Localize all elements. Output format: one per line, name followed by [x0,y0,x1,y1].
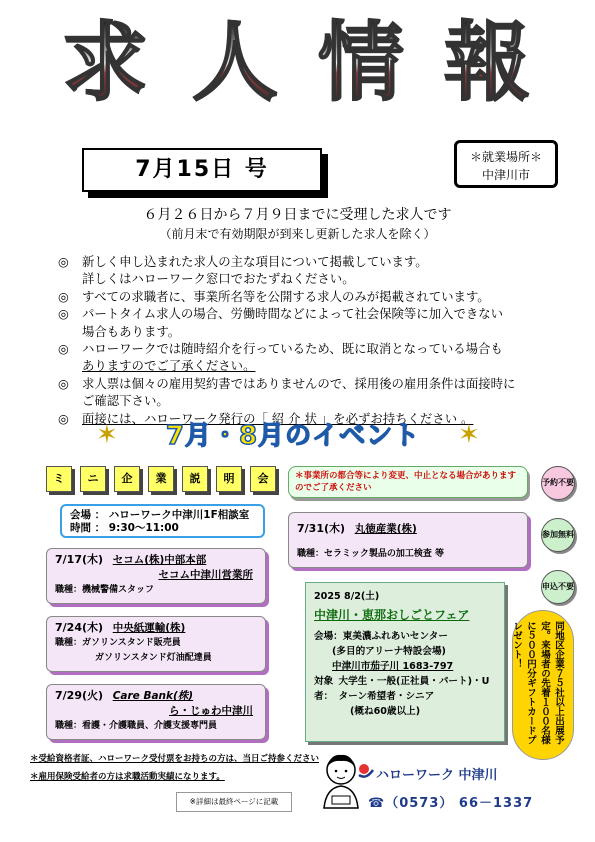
event-card [288,512,528,568]
venue-line: 会場 ： ハローワーク中津川1F相談室 [70,509,250,521]
event-date: 7/24(木) [55,621,104,634]
title-char-1: 求 [62,13,148,113]
event-date: 7/17(木) [55,553,104,566]
company-name: セコム(株)中部本部 [112,554,207,566]
company-name-2: ら・じゅわ中津川 [169,705,253,717]
venue-box [60,504,265,538]
job-type: 職種：ガソリンスタンド販売員 [55,638,181,648]
note-mark: ◎ [58,375,69,391]
note-text: ありますのでご了承ください。 [82,358,256,374]
title-char-4: 報 [444,13,530,113]
free-badge: 参加無料 [541,518,575,552]
palm-tree-icon: ✶ [96,420,118,450]
note-item [58,253,538,270]
note-text: すべての求職者に、事業所名等を公開する求人のみが掲載されています。 [82,288,490,304]
gift-card-callout: 同地区企業７５社以上出展予定。来場者の先着１００名様に５００円分ギフトカードプレゼント！ [512,610,574,760]
location-box [454,140,558,188]
fair-target-note: (概ね60歳以上) [350,706,421,717]
phone-number: ☎（0573） 66－1337 [368,796,534,811]
note-item [58,270,538,287]
note-text: 面接には、ハローワーク発行の「 紹 介 状 」を必ずお持ちください 。 [82,410,474,426]
fair-date: 2025 8/2(土) [314,591,380,602]
hellowork-logo-icon [357,762,375,780]
location-value: 中津川市 [481,168,530,182]
reservation-badge: 予約不要 [541,466,575,500]
note-text: 求人票は個々の雇用契約書ではありませんので、採用後の雇用条件は面接時に [82,375,516,391]
event-card [46,684,266,740]
notes-list [58,253,538,427]
note-item [58,392,538,409]
fair-name: 中津川・恵那おしごとフェア [314,608,470,622]
job-fair-box [305,582,505,742]
title-char-3: 情 [318,13,404,113]
note-item [58,288,538,305]
detail-note: ※詳細は最終ページに記載 [176,792,292,812]
job-type: 職種：機械警備スタッフ [55,585,155,595]
fair-address: 中津川市茄子川 1683-797 [332,661,454,672]
note-item [58,375,538,392]
job-type: 職種：看護・介護職員、介護支援専門員 [55,721,218,731]
hellowork-name: ハローワーク 中津川 [376,768,498,783]
note-mark: ◎ [58,306,69,322]
company-name: Care Bank(株) [112,690,194,702]
seminar-char: 業 [148,466,174,492]
company-name: 丸徳産業(株) [354,523,417,535]
note-text: 詳しくはハローワーク窓口でおたずねください。 [82,271,355,287]
apply-badge: 申込不要 [541,570,575,604]
footer-note: ＊雇用保険受給者の方は求職活動実績になります。 [30,772,225,782]
event-card [46,548,266,604]
event-card [46,616,266,672]
note-text: パートタイム求人の場合、労働時間などによって社会保険等に加入できない [82,306,504,322]
fair-venue: 会場：東美濃ふれあいセンター [314,631,448,642]
event-date: 7/31(木) [297,522,346,535]
period-note: （前月末で有効期限が到来し更新した求人を除く） [159,227,436,241]
note-text: 場合もあります。 [82,323,181,339]
seminar-char: ミ [46,466,72,492]
seminar-char: ニ [80,466,106,492]
location-label: ＊就業場所＊ [469,150,542,164]
job-type: 職種：セラミック製品の加工検査 等 [297,549,444,559]
seminar-char: 明 [216,466,242,492]
footer-note: ＊受給資格者証、ハローワーク受付票をお持ちの方は、当日ご持参ください [30,754,320,764]
fair-venue-sub: (多目的アリーナ特設会場) [332,646,446,657]
fair-target-label: 対象者： [314,676,334,702]
events-title: 7月・8月のイベント [165,421,421,451]
note-mark: ◎ [58,254,69,269]
note-mark: ◎ [58,341,69,357]
fair-target [314,674,496,704]
company-name-2: セコム中津川営業所 [158,569,253,581]
event-date: 7/29(火) [55,689,104,702]
note-item [58,340,538,357]
note-text: ハローワークでは随時紹介を行っているため、既に取消となっている場合も [82,341,503,357]
change-notice: ＊事業所の都合等により変更、中止となる場合がありますのでご了承ください [288,466,528,498]
time-line: 時間 ： 9:30～11:00 [70,522,179,534]
seminar-char: 企 [114,466,140,492]
fair-target-text: 大学生・一般(正社員・パート)・Uターン希望者・シニア [338,676,490,702]
note-item [58,305,538,322]
title-char-2: 人 [192,13,278,113]
company-name: 中央紙運輸(株) [112,622,186,634]
seminar-char: 説 [182,466,208,492]
note-item [58,323,538,340]
palm-tree-icon: ✶ [458,420,480,450]
note-text: ご確認下さい。 [82,393,169,409]
note-mark: ◎ [58,410,69,426]
note-mark: ◎ [58,288,69,304]
issue-label: 7月15日 号 [82,148,322,192]
seminar-char: 会 [250,466,276,492]
staff-illustration-icon [318,752,364,810]
period-text: ６月２６日から７月９日までに受理した求人です [143,207,452,223]
note-item [58,357,538,374]
note-text: 新しく申し込まれた求人の主な項目について掲載しています。 [82,254,428,269]
job-type: ガソリンスタンド灯油配達員 [95,653,212,663]
